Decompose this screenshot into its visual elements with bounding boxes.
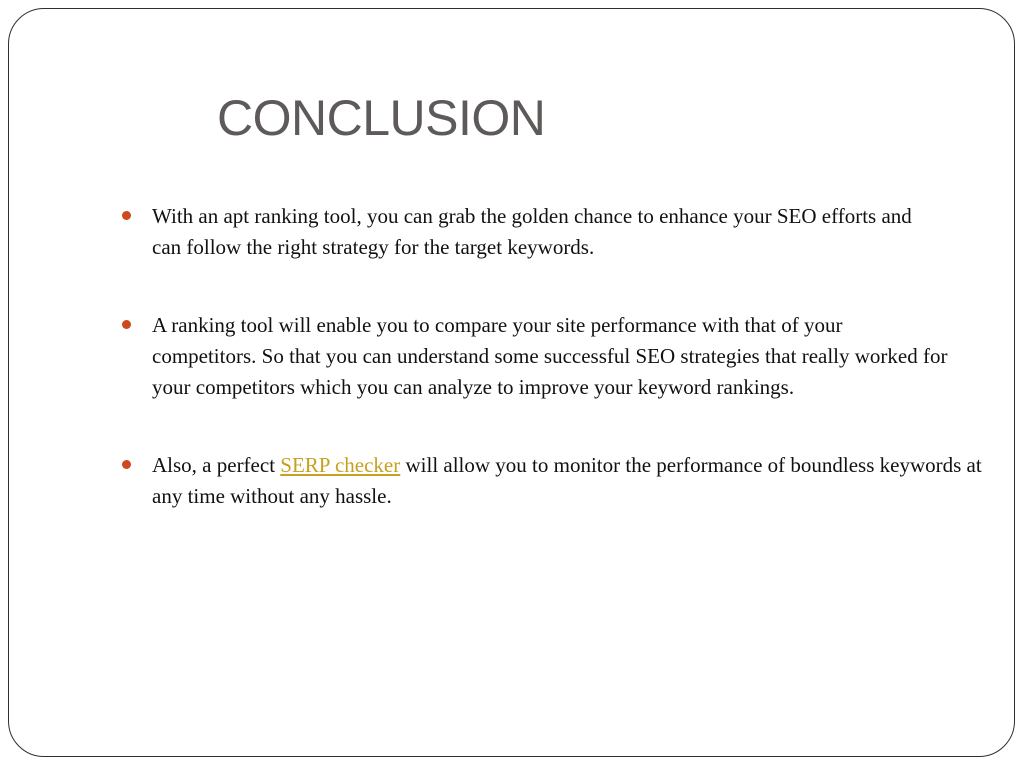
bullet-list: [121, 201, 982, 559]
slide-title: CONCLUSION: [217, 90, 546, 146]
bullet-text-before-link: Also, a perfect: [152, 453, 281, 477]
bullet-item-3: [121, 450, 982, 512]
bullet-text: With an apt ranking tool, you can grab the golden chance to enhance your SEO efforts and can follow the right strategy for the target keywords.: [152, 204, 912, 259]
slide-frame: [8, 8, 1015, 757]
bullet-dot-icon: [122, 320, 131, 329]
bullet-dot-icon: [122, 460, 131, 469]
bullet-dot-icon: [122, 211, 131, 220]
bullet-item-1: [121, 201, 912, 263]
serp-checker-link[interactable]: SERP checker: [280, 453, 401, 477]
bullet-text: A ranking tool will enable you to compare your site performance with that of your competitors. So that you can understand some successful SEO strategies that really worked for your competitors which you can analyze to improve your keyword rankings.: [152, 313, 948, 399]
bullet-item-2: [121, 310, 952, 403]
bullet-text-after-link: will allow you to monitor the performance of boundless keywords at any time without any hassle.: [152, 453, 982, 508]
